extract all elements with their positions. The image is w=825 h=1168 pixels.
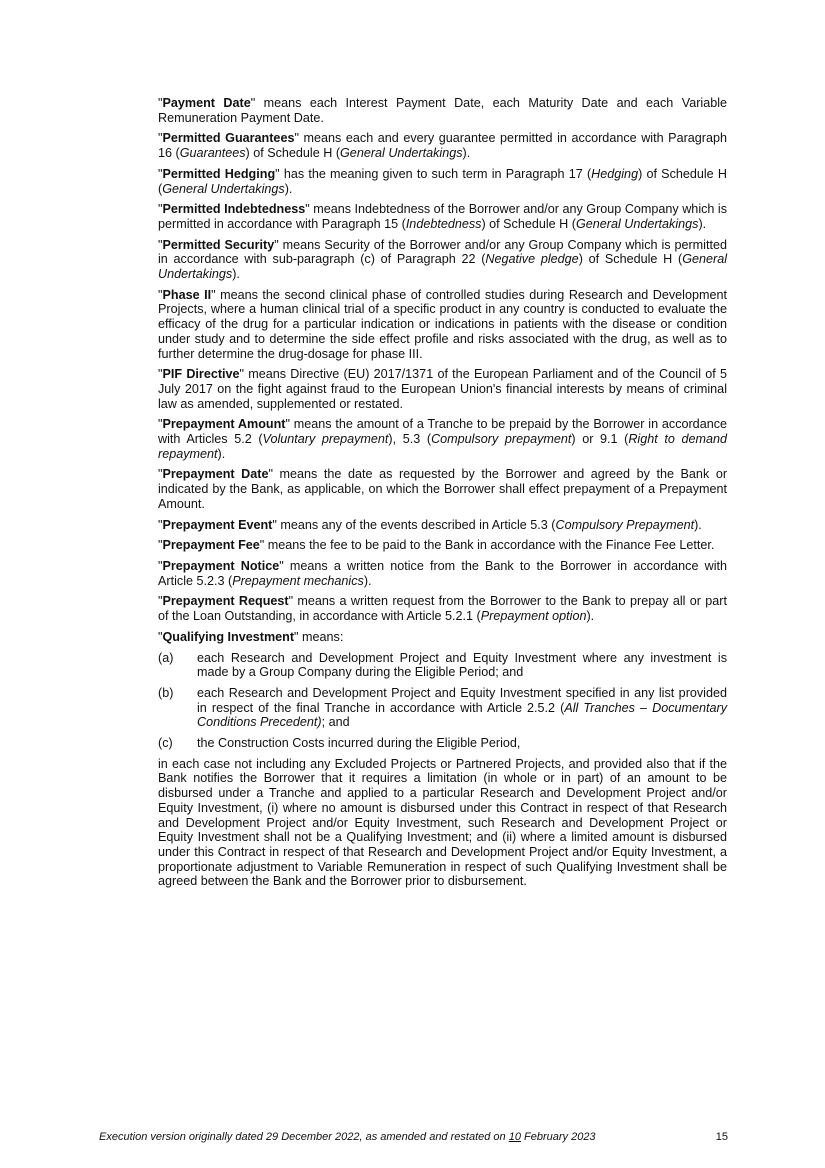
footer-day: 10	[508, 1131, 521, 1143]
definition-text: means each Interest Payment Date, each Maturity Date and each Variable Remuneration Payment Date.	[158, 96, 727, 125]
defined-term: Payment Date	[162, 96, 251, 110]
definition-text: General Undertakings	[575, 216, 699, 231]
defined-term: Prepayment Request	[162, 594, 289, 609]
footer-suffix: February 2023	[520, 1131, 596, 1143]
definition-text: Compulsory prepayment	[431, 432, 572, 447]
definition-entry: "Prepayment Notice" means a written notice from the Bank to the Borrower in accordance with Article 5.2.3 (Prepayment mechanics).	[158, 558, 727, 588]
definition-text: ) of Schedule H (	[245, 146, 341, 161]
list-item-text: each Research and Development Project and Equity Investment specified in any list provided in respect of the final Tranche in accordance with Article 2.5.2 (	[197, 685, 727, 715]
definition-text: ).	[586, 609, 595, 624]
definition-text: ).	[217, 446, 226, 461]
defined-term: Prepayment Notice	[162, 558, 280, 573]
definition-text: means a written request from the Borrower to the Bank to prepay all or part of the Loan Outstanding, in accordance with Article 5.2.1 (	[158, 594, 727, 624]
definition-text: General Undertakings	[340, 146, 463, 161]
definition-entry: "Prepayment Amount" means the amount of a Tranche to be prepaid by the Borrower in accordance with Articles 5.2 (Voluntary prepayment), 5.3 (Compulsory prepayment) or 9.1 (Right to demand repayment).	[158, 417, 727, 461]
definition-text: means each and every guarantee permitted in accordance with Paragraph 16 (	[158, 131, 727, 161]
list-item-body	[197, 651, 727, 680]
definition-entry: "Qualifying Investment" means:	[158, 629, 344, 644]
defined-term: Qualifying Investment	[162, 629, 295, 644]
definition-text: Voluntary prepayment	[262, 432, 389, 447]
defined-term: PIF Directive	[162, 367, 240, 382]
defined-term: Prepayment Amount	[162, 417, 286, 432]
list-item-label: (b)	[158, 685, 174, 700]
list-item-label: (a)	[158, 650, 174, 665]
defined-term: Prepayment Event	[162, 517, 273, 532]
definition-text: means the amount of a Tranche to be prepaid by the Borrower in accordance with Articles 5.2 (	[158, 417, 727, 447]
list-item-text: the Construction Costs incurred during the Eligible Period,	[197, 736, 521, 751]
definition-text: ) of Schedule H (	[578, 252, 683, 267]
list-item-body	[197, 686, 727, 730]
list-item-text: All Tranches – Documentary Conditions Precedent)	[197, 700, 727, 730]
defined-term: Prepayment Date	[162, 467, 269, 482]
definition-text: General Undertakings	[158, 252, 727, 282]
definition-text: General Undertakings	[162, 181, 285, 196]
qualifying-investment-list	[158, 651, 727, 751]
document-body	[158, 96, 727, 889]
definition-text: means Directive (EU) 2017/1371 of the European Parliament and of the Council of 5 July 2017 on the fight against fraud to the European Union's financial interests by means of criminal law as amended, supplemented or restated.	[158, 367, 727, 411]
list-item	[158, 651, 727, 680]
definition-entry: "Payment Date" means each Interest Payment Date, each Maturity Date and each Variable Remuneration Payment Date.	[158, 96, 727, 125]
list-item-body	[197, 736, 727, 751]
definition-text: ) of Schedule H (	[158, 166, 727, 196]
defined-term: Permitted Indebtedness	[162, 202, 306, 217]
definition-text: Indebtedness	[405, 216, 482, 231]
definition-text: ).	[363, 573, 372, 588]
definition-entry: "Permitted Indebtedness" means Indebtedness of the Borrower and/or any Group Company which is permitted in accordance with Paragraph 15 (Indebtedness) of Schedule H (General Undertakings).	[158, 202, 728, 231]
definition-text: ), 5.3 (	[388, 432, 432, 447]
page-number: 15	[715, 1131, 728, 1143]
list-item-text: ; and	[321, 715, 350, 730]
definition-text: has the meaning given to such term in Paragraph 17 (	[279, 166, 592, 181]
definition-text: means Indebtedness of the Borrower and/or any Group Company which is permitted in accordance with Paragraph 15 (	[158, 202, 728, 231]
definition-text: means the date as requested by the Borrower and agreed by the Bank or indicated by the Bank, as applicable, on which the Borrower shall effect prepayment of a Prepayment Amount.	[158, 467, 728, 511]
definition-entry: "Permitted Security" means Security of the Borrower and/or any Group Company which is permitted in accordance with sub-paragraph (c) of Paragraph 22 (Negative pledge) of Schedule H (General Undertakings).	[158, 237, 727, 282]
definition-text: ).	[694, 517, 702, 532]
defined-term: Prepayment Fee	[162, 538, 260, 553]
definition-entry: "Prepayment Event" means any of the events described in Article 5.3 (Compulsory Prepayment).	[158, 517, 702, 532]
definition-text: Hedging	[591, 166, 639, 181]
definition-text: Negative pledge	[485, 252, 579, 267]
definition-entry: "PIF Directive" means Directive (EU) 2017/1371 of the European Parliament and of the Council of 5 July 2017 on the fight against fraud to the European Union's financial interests by means of criminal law as amended, supplemented or restated.	[158, 367, 727, 411]
definition-text: Prepayment option	[480, 609, 587, 624]
footer-prefix: Execution version originally dated 29 December 2022, as amended and restated on	[99, 1131, 509, 1143]
definition-text: means a written notice from the Bank to the Borrower in accordance with Article 5.2.3 (	[158, 558, 727, 588]
definition-entry: "Prepayment Request" means a written request from the Borrower to the Bank to prepay all or part of the Loan Outstanding, in accordance with Article 5.2.1 (Prepayment option).	[158, 594, 727, 624]
qualifying-investment-proviso: in each case not including any Excluded Projects or Partnered Projects, and provided also that if the Bank notifies the Borrower that it requires a limitation (in whole or in part) of an amount to be disbursed under a Tranche and applied to a particular Research and Development Project and/or Equity Investment, (i) where no amount is disbursed under this Contract in respect of that Research and Development Project and/or Equity Investment, such Research and Development Project or Equity Investment shall not be a Qualifying Investment; and (ii) where a limited amount is disbursed under this Contract in respect of that Research and Development Project and/or Equity Investment, a proportionate adjustment to Variable Remuneration in respect of such Qualifying Investment shall be agreed between the Bank and the Borrower prior to disbursement.	[158, 756, 727, 889]
page-footer	[99, 1131, 728, 1143]
footer-version-note	[99, 1131, 596, 1143]
definition-text: means Security of the Borrower and/or any Group Company which is permitted in accordance with sub-paragraph (c) of Paragraph 22 (	[158, 237, 727, 267]
definition-text: Right to demand repayment	[158, 432, 727, 461]
definition-text: ) of Schedule H (	[481, 216, 576, 231]
definition-text: means any of the events described in Article 5.3 (	[276, 517, 556, 532]
definition-text: ).	[462, 146, 471, 161]
list-item	[158, 736, 727, 751]
definition-text: Prepayment mechanics	[232, 573, 364, 588]
definition-text: ).	[284, 181, 293, 196]
definition-text: ) or 9.1 (	[571, 432, 629, 447]
definition-text: Guarantees	[179, 146, 246, 161]
definition-entry: "Phase II" means the second clinical phase of controlled studies during Research and Development Projects, where a human clinical trial of a specific product in any country is conducted to evaluate the efficacy of the drug for a particular indication or indications in patients with the disease or condition under study and to determine the side effect profile and risks associated with the drug, as well as to further determine the drug-dosage for phase III.	[158, 287, 727, 361]
definition-text: means:	[298, 629, 344, 644]
list-item-text: each Research and Development Project and Equity Investment where any investment is made by a Group Company during the Eligible Period; and	[197, 650, 727, 680]
defined-term: Phase II	[162, 287, 212, 302]
defined-term: Permitted Security	[162, 237, 275, 252]
list-item	[158, 686, 727, 730]
defined-term: Permitted Guarantees	[162, 131, 295, 146]
definition-text: means the second clinical phase of controlled studies during Research and Development Projects, where a human clinical trial of a specific product in any country is conducted to evaluate the efficacy of the drug for a particular indication or indications in patients with the disease or condition under study and to determine the side effect profile and risks associated with the drug, as well as to further determine the drug-dosage for phase III.	[158, 287, 727, 361]
defined-term: Permitted Hedging	[162, 166, 276, 181]
definition-entry: "Permitted Guarantees" means each and every guarantee permitted in accordance with Paragraph 16 (Guarantees) of Schedule H (General Undertakings).	[158, 131, 727, 161]
definition-text: Compulsory Prepayment	[555, 517, 695, 532]
definition-text: ).	[232, 267, 240, 282]
definitions-list	[158, 96, 727, 645]
definition-entry: "Prepayment Date" means the date as requested by the Borrower and agreed by the Bank or indicated by the Bank, as applicable, on which the Borrower shall effect prepayment of a Prepayment Amount.	[158, 467, 728, 511]
definition-entry: "Permitted Hedging" has the meaning given to such term in Paragraph 17 (Hedging) of Schedule H (General Undertakings).	[158, 166, 727, 196]
definition-text: means the fee to be paid to the Bank in accordance with the Finance Fee Letter.	[264, 538, 715, 553]
definition-entry: "Prepayment Fee" means the fee to be paid to the Bank in accordance with the Finance Fee Letter.	[158, 538, 715, 553]
definition-text: ).	[698, 216, 707, 231]
list-item-label: (c)	[158, 736, 173, 751]
